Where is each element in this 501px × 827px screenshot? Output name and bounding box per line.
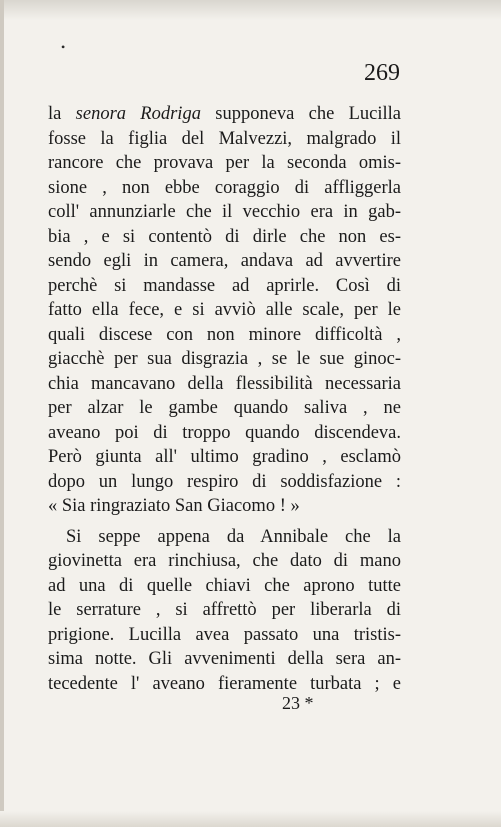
text-line: bia , e si contentò di dirle che non es- (48, 226, 401, 247)
text-line: Si seppe appena da Annibale che la (66, 526, 401, 547)
text-line: fatto ella fece, e si avviò alle scale, per le (48, 300, 401, 320)
text-line: prigione. Lucilla avea passato una tristis- (48, 624, 401, 645)
text-line: giovinetta era rinchiusa, che dato di mano (48, 551, 401, 571)
signature-mark: 23 * (282, 693, 314, 713)
text-line: dopo un lungo respiro di soddisfazione : (48, 471, 401, 492)
text-line (48, 102, 401, 127)
text-line: perchè si mandasse ad aprirle. Così di (48, 275, 401, 296)
character-name: senora Rodriga (75, 104, 201, 124)
text-line: rancore che provava per la seconda omis- (48, 153, 401, 173)
text-span: la (48, 104, 76, 124)
text-line: sione , non ebbe coraggio di affliggerla (48, 177, 401, 198)
page-binding-edge (0, 0, 4, 827)
text-line: le serrature , si affrettò per liberarla di (48, 600, 401, 620)
text-line: ad una di quelle chiavi che aprono tutte (48, 575, 401, 596)
text-line: quali discese con non minore difficoltà , (48, 324, 401, 345)
ink-mark: • (61, 40, 66, 54)
text-line: giacchè per sua disgrazia , se le sue ginoc- (48, 349, 401, 369)
text-line: sendo egli in camera, andava ad avvertire (48, 251, 401, 271)
text-line: tecedente l' aveano fieramente turbata ; e (48, 673, 401, 694)
text-line: per alzar le gambe quando saliva , ne (48, 398, 401, 418)
text-line: Però giunta all' ultimo gradino , esclamò (48, 447, 401, 467)
page-number: 269 (364, 60, 400, 86)
text-line: sima notte. Gli avvenimenti della sera an- (48, 649, 401, 669)
text-span: supponeva che Lucilla (200, 104, 402, 124)
text-line: chia mancavano della flessibilità necessaria (48, 373, 401, 394)
page-body-text (48, 102, 401, 696)
text-line: « Sia ringraziato San Giacomo ! » (48, 496, 300, 516)
text-line: coll' annunziarle che il vecchio era in gab- (48, 202, 401, 222)
page-top-shadow (0, 0, 501, 20)
page-bottom-shadow (0, 811, 501, 827)
text-line: fosse la figlia del Malvezzi, malgrado il (48, 128, 401, 149)
text-line: aveano poi di troppo quando discendeva. (48, 422, 401, 443)
